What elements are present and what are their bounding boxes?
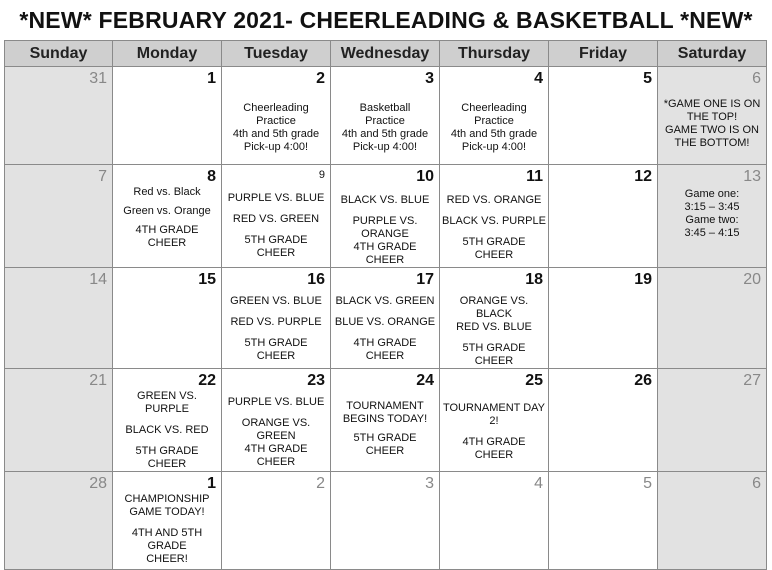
day-cell[interactable] [5, 369, 113, 472]
day-cell[interactable] [658, 472, 767, 570]
event-list [331, 289, 439, 363]
day-cell[interactable] [331, 67, 440, 165]
day-number: 5 [643, 475, 652, 492]
day-number: 15 [198, 271, 216, 288]
day-cell[interactable] [5, 67, 113, 165]
calendar-grid [4, 40, 767, 570]
day-number: 1 [207, 70, 216, 87]
event-text: RED VS. PURPLE [230, 316, 322, 328]
event-list [440, 390, 548, 462]
day-cell[interactable] [549, 268, 658, 369]
event-list [113, 493, 221, 566]
day-cell[interactable] [440, 67, 549, 165]
week-row [5, 268, 767, 369]
day-cell[interactable] [658, 67, 767, 165]
day-number: 20 [743, 271, 761, 288]
weekday-header: Tuesday [222, 41, 331, 67]
day-number: 31 [89, 70, 107, 87]
day-number: 3 [425, 70, 434, 87]
day-number: 9 [318, 169, 325, 181]
event-text: PURPLE VS. BLUE [227, 396, 325, 408]
day-number: 16 [307, 271, 325, 288]
day-cell[interactable] [222, 369, 331, 472]
day-number: 2 [316, 475, 325, 492]
event-list [222, 88, 330, 154]
day-cell[interactable] [440, 268, 549, 369]
day-number: 6 [752, 475, 761, 492]
day-cell[interactable] [549, 67, 658, 165]
event-list [113, 186, 221, 250]
day-cell[interactable] [658, 165, 767, 268]
event-text: 5TH GRADE CHEER [353, 432, 417, 457]
day-cell[interactable] [113, 67, 222, 165]
event-text: RED VS. GREEN [232, 213, 320, 225]
event-list [222, 390, 330, 469]
day-number: 12 [634, 168, 652, 185]
day-number: 1 [207, 475, 216, 492]
event-text: PURPLE VS. ORANGE 4TH GRADE CHEER [352, 215, 418, 266]
day-number: 5 [643, 70, 652, 87]
day-cell[interactable] [549, 472, 658, 570]
day-number: 18 [525, 271, 543, 288]
day-number: 2 [316, 70, 325, 87]
week-row [5, 67, 767, 165]
day-cell[interactable] [222, 165, 331, 268]
event-text: GREEN VS. BLUE [230, 295, 322, 307]
event-text: BLACK VS. BLUE [340, 194, 430, 206]
event-list [222, 182, 330, 260]
event-text: BLUE VS. ORANGE [334, 316, 436, 328]
event-list [113, 390, 221, 471]
event-text: Cheerleading Practice 4th and 5th grade Pick-up 4:00! [232, 102, 320, 153]
page-title: *NEW* FEBRUARY 2021- CHEERLEADING & BASKETBALL *NEW* [19, 7, 753, 33]
day-cell[interactable] [113, 369, 222, 472]
day-cell[interactable] [5, 165, 113, 268]
weekday-header: Sunday [5, 41, 113, 67]
weekday-header: Monday [113, 41, 222, 67]
event-text: BLACK VS. PURPLE [442, 215, 546, 227]
day-cell[interactable] [331, 472, 440, 570]
day-cell[interactable] [331, 369, 440, 472]
event-text: 4TH GRADE CHEER [353, 337, 417, 362]
week-row [5, 165, 767, 268]
day-number: 3 [425, 475, 434, 492]
event-list [440, 88, 548, 154]
day-cell[interactable] [440, 165, 549, 268]
day-number: 21 [89, 372, 107, 389]
week-row [5, 369, 767, 472]
day-number: 10 [416, 168, 434, 185]
event-list [331, 390, 439, 458]
day-cell[interactable] [113, 268, 222, 369]
event-text: GREEN VS. PURPLE [137, 390, 197, 415]
event-text: TOURNAMENT BEGINS TODAY! [342, 400, 428, 425]
day-number: 19 [634, 271, 652, 288]
event-list [440, 186, 548, 262]
event-text: 5TH GRADE CHEER [135, 445, 199, 470]
event-text: BLACK VS. RED [125, 424, 209, 436]
event-list [331, 88, 439, 154]
event-list [658, 186, 766, 240]
event-text: 4TH GRADE CHEER [462, 436, 526, 461]
event-text: Basketball Practice 4th and 5th grade Pick-up 4:00! [341, 102, 429, 153]
day-cell[interactable] [331, 268, 440, 369]
event-text: 5TH GRADE CHEER [244, 337, 308, 362]
event-text: 5TH GRADE CHEER [462, 236, 526, 261]
day-cell[interactable] [5, 268, 113, 369]
day-number: 26 [634, 372, 652, 389]
day-number: 4 [534, 475, 543, 492]
weekday-header: Friday [549, 41, 658, 67]
weekday-header: Wednesday [331, 41, 440, 67]
day-cell[interactable] [113, 165, 222, 268]
event-text: CHAMPIONSHIP GAME TODAY! [124, 493, 210, 518]
event-text: Game one: 3:15 – 3:45 Game two: 3:45 – 4:15 [684, 188, 740, 239]
day-cell[interactable] [440, 472, 549, 570]
day-number: 7 [98, 168, 107, 185]
day-cell[interactable] [549, 165, 658, 268]
event-list [222, 289, 330, 363]
weekday-header-row [5, 41, 767, 67]
event-text: ORANGE VS. BLACK RED VS. BLUE [456, 295, 532, 333]
event-text: Cheerleading Practice 4th and 5th grade Pick-up 4:00! [450, 102, 538, 153]
event-text: 4TH GRADE CHEER [135, 224, 199, 249]
event-text: PURPLE VS. BLUE [227, 192, 325, 204]
weekday-header: Saturday [658, 41, 767, 67]
week-row [5, 472, 767, 570]
day-cell[interactable] [222, 67, 331, 165]
weekday-header: Thursday [440, 41, 549, 67]
day-number: 8 [207, 168, 216, 185]
event-text: 5TH GRADE CHEER [244, 234, 308, 259]
day-number: 22 [198, 372, 216, 389]
day-number: 14 [89, 271, 107, 288]
day-cell[interactable] [113, 472, 222, 570]
event-text: BLACK VS. GREEN [335, 295, 435, 307]
event-text: 4TH AND 5TH GRADE CHEER! [131, 527, 203, 565]
day-number: 24 [416, 372, 434, 389]
event-text: Green vs. Orange [123, 205, 211, 217]
day-number: 27 [743, 372, 761, 389]
day-number: 28 [89, 475, 107, 492]
event-list [331, 186, 439, 267]
day-number: 11 [526, 168, 543, 185]
day-cell[interactable] [222, 472, 331, 570]
day-cell[interactable] [5, 472, 113, 570]
day-cell[interactable] [549, 369, 658, 472]
event-text: *GAME ONE IS ON THE TOP! GAME TWO IS ON THE BOTTOM! [663, 98, 761, 149]
day-number: 6 [752, 70, 761, 87]
event-text: TOURNAMENT DAY 2! [442, 402, 546, 427]
day-cell[interactable] [658, 268, 767, 369]
day-cell[interactable] [440, 369, 549, 472]
day-number: 13 [743, 168, 761, 185]
event-list [658, 88, 766, 150]
day-cell[interactable] [222, 268, 331, 369]
day-number: 23 [307, 372, 325, 389]
event-text: 5TH GRADE CHEER [462, 342, 526, 367]
day-cell[interactable] [658, 369, 767, 472]
day-cell[interactable] [331, 165, 440, 268]
day-number: 25 [525, 372, 543, 389]
event-list [440, 289, 548, 368]
day-number: 17 [416, 271, 434, 288]
event-text: Red vs. Black [133, 186, 201, 198]
day-number: 4 [534, 70, 543, 87]
event-text: ORANGE VS. GREEN 4TH GRADE CHEER [241, 417, 311, 468]
event-text: RED VS. ORANGE [446, 194, 542, 206]
